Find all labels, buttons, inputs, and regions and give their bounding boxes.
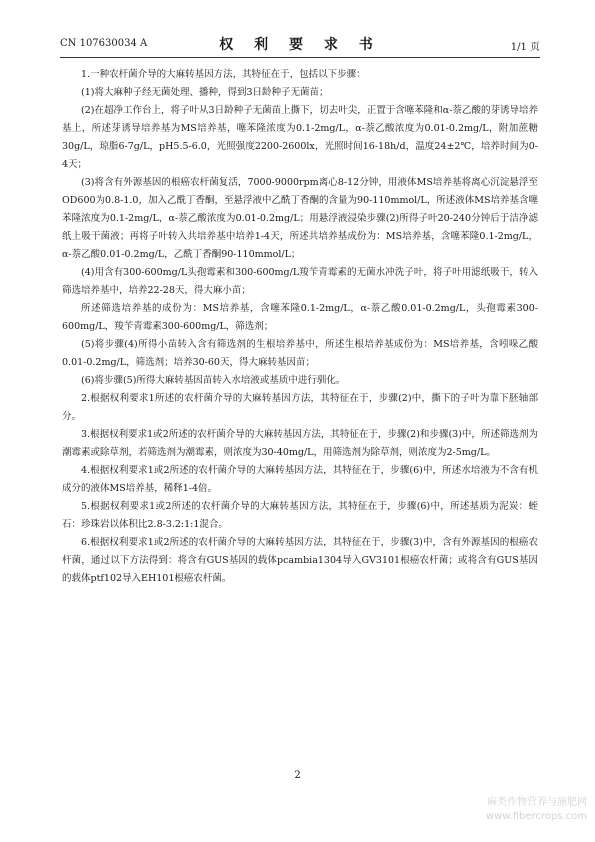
watermark-site-name: 麻类作物营养与施肥网 xyxy=(487,797,587,808)
page-info: 1/1 页 xyxy=(510,42,540,53)
claim-4: 4.根据权利要求1或2所述的农杆菌介导的大麻转基因方法，其特征在于，步骤(6)中，所述水培液为不含有机成分的液体MS培养基，稀释1-4倍。 xyxy=(62,465,538,494)
page-header xyxy=(60,34,540,56)
watermark-url: www.fibercrops.com xyxy=(485,811,587,822)
site-watermark xyxy=(486,796,587,824)
document-title: 权 利 要 求 书 xyxy=(219,37,381,53)
claim-1-step-3: (3)将含有外源基因的根癌农杆菌复活，7000-9000rpm离心8-12分钟，用液体MS培养基将离心沉淀悬浮至OD600为0.8-1.0，加入乙酰丁香酮，至悬浮液中乙酰丁香酮的含量为90-110mmol/L，所述液体MS培养基含噻苯隆浓度为0.1-2mg/L，α-萘乙酸浓度为0.01-0.2mg/L；用悬浮液浸染步骤(2)所得子叶20-240分钟后于洁净滤纸上吸干菌液；再将子叶转入共培养基中培养1-4天，所述共培养基成份为：MS培养基，含噻苯隆0.1-2mg/L，α-萘乙酸0.01-0.2mg/L，乙酰丁香酮90-110mmol/L； xyxy=(62,177,538,260)
claim-1-step-5: (5)将步骤(4)所得小苗转入含有筛选剂的生根培养基中，所述生根培养基成份为：MS培养基，含吲哚乙酸0.01-0.2mg/L，筛选剂；培养30-60天，得大麻转基因苗； xyxy=(62,339,538,368)
claim-5: 5.根据权利要求1或2所述的农杆菌介导的大麻转基因方法，其特征在于，步骤(6)中，所述基质为泥炭：蛭石：珍珠岩以体积比2.8-3.2:1:1混合。 xyxy=(62,501,538,530)
claims-body xyxy=(62,66,538,588)
patent-number: CN 107630034 A xyxy=(60,38,148,49)
claim-1-step-6: (6)将步骤(5)所得大麻转基因苗转入水培液或基质中进行驯化。 xyxy=(81,375,346,386)
page-number: 2 xyxy=(294,770,301,781)
claim-1-step-2: (2)在超净工作台上，将子叶从3日龄种子无菌苗上撕下，切去叶尖，正置于含噻苯隆和α-萘乙酸的芽诱导培养基上，所述芽诱导培养基为MS培养基，噻苯隆浓度为0.1-2mg/L，α-萘乙酸浓度为0.01-0.2mg/L，附加蔗糖30g/L，琼脂6-7g/L，pH5.5-6.0，光照强度2200-2600lx，光照时间16-18h/d，温度24±2℃，培养时间为0-4天； xyxy=(62,105,538,170)
claim-1-intro: 1.一种农杆菌介导的大麻转基因方法，其特征在于，包括以下步骤： xyxy=(81,69,366,80)
claim-1-step-4-medium: 所述筛选培养基的成份为：MS培养基，含噻苯隆0.1-2mg/L，α-萘乙酸0.01-0.2mg/L，头孢霉素300-600mg/L，羧苄青霉素300-600mg/L，筛选剂； xyxy=(62,303,538,332)
claim-3: 3.根据权利要求1或2所述的农杆菌介导的大麻转基因方法，其特征在于，步骤(2)和步骤(3)中，所述筛选剂为潮霉素或除草剂，若筛选剂为潮霉素，则浓度为30-40mg/L，用筛选剂为除草剂，则浓度为2-5mg/L。 xyxy=(62,429,538,458)
claim-6: 6.根据权利要求1或2所述的农杆菌介导的大麻转基因方法，其特征在于，步骤(3)中，含有外源基因的根癌农杆菌，通过以下方法得到：将含有GUS基因的载体pcambia1304导入GV3101根癌农杆菌；或将含有GUS基因的载体ptf102导入EH101根癌农杆菌。 xyxy=(62,537,538,584)
claim-1-step-1: (1)将大麻种子经无菌处理、播种，得到3日龄种子无菌苗； xyxy=(81,87,329,98)
claim-2: 2.根据权利要求1所述的农杆菌介导的大麻转基因方法，其特征在于，步骤(2)中，撕下的子叶为靠下胚轴部分。 xyxy=(62,393,538,422)
header-divider xyxy=(60,57,540,58)
claim-1-step-4: (4)用含有300-600mg/L头孢霉素和300-600mg/L羧苄青霉素的无菌水冲洗子叶，将子叶用滤纸吸干，转入筛选培养基中，培养22-28天，得大麻小苗； xyxy=(62,267,538,296)
